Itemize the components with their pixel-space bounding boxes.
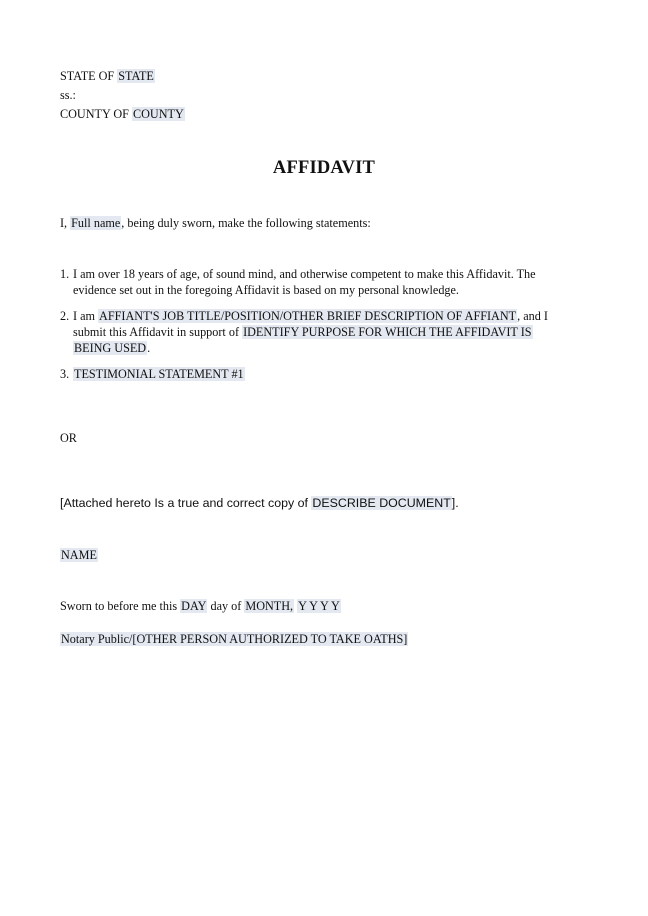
item-3-line — [73, 366, 245, 382]
item-2-line-3 — [73, 340, 150, 356]
item-1-line-1: I am over 18 years of age, of sound mind, and otherwise competent to make this Affidavit. The — [73, 267, 536, 281]
state-label: STATE OF — [60, 69, 118, 83]
intro-suffix: , being duly sworn, make the following statements: — [121, 216, 371, 230]
item-1-number: 1. — [60, 267, 70, 281]
sworn-line — [60, 598, 341, 614]
item-2-line-3-suffix: . — [147, 341, 151, 355]
testimonial-statement-field[interactable]: TESTIMONIAL STATEMENT #1 — [74, 367, 244, 381]
county-label: COUNTY OF — [60, 107, 132, 121]
item-2-prefix: I am — [73, 309, 99, 323]
purpose-field[interactable]: IDENTIFY PURPOSE FOR WHICH THE AFFIDAVIT IS — [243, 325, 532, 339]
attached-prefix: [Attached hereto Is a true and correct copy of — [60, 496, 312, 510]
month-field[interactable]: MONTH, — [245, 599, 294, 613]
item-3-number: 3. — [60, 367, 70, 381]
item-2-line-1 — [73, 308, 548, 324]
sworn-middle: day of — [207, 599, 245, 613]
item-1-line-2: evidence set out in the foregoing Affidavit is based on my personal knowledge. — [73, 283, 459, 297]
attached-suffix: ]. — [451, 496, 459, 510]
intro-prefix: I, — [60, 216, 71, 230]
document-title: AFFIDAVIT — [272, 158, 376, 178]
purpose-field-continued[interactable]: BEING USED — [74, 341, 147, 355]
ss-label: ss.: — [60, 88, 76, 102]
affiant-title-field[interactable]: AFFIANT'S JOB TITLE/POSITION/OTHER BRIEF DESCRIPTION OF AFFIANT — [99, 309, 517, 323]
signer-name-field[interactable]: NAME — [61, 548, 97, 562]
full-name-field[interactable]: Full name — [71, 216, 121, 230]
notary-field[interactable]: Notary Public/[OTHER PERSON AUTHORIZED TO TAKE OATHS] — [61, 632, 408, 646]
county-line — [60, 106, 185, 122]
item-2-line-2 — [73, 324, 533, 340]
intro-line — [60, 215, 371, 231]
describe-document-field[interactable]: DESCRIBE DOCUMENT — [312, 496, 451, 510]
state-line — [60, 68, 155, 84]
notary-line — [60, 631, 408, 647]
item-2-line-1-suffix: , and I — [517, 309, 548, 323]
day-field[interactable]: DAY — [181, 599, 207, 613]
item-2-number: 2. — [60, 309, 70, 323]
ss-line — [60, 87, 76, 103]
or-label: OR — [60, 431, 77, 445]
signature-line — [60, 547, 98, 563]
year-field[interactable]: Y Y Y Y — [298, 599, 340, 613]
item-2-line-2-prefix: submit this Affidavit in support of — [73, 325, 243, 339]
state-field[interactable]: STATE — [118, 69, 154, 83]
county-field[interactable]: COUNTY — [133, 107, 184, 121]
sworn-prefix: Sworn to before me this — [60, 599, 181, 613]
attached-line — [60, 495, 459, 511]
